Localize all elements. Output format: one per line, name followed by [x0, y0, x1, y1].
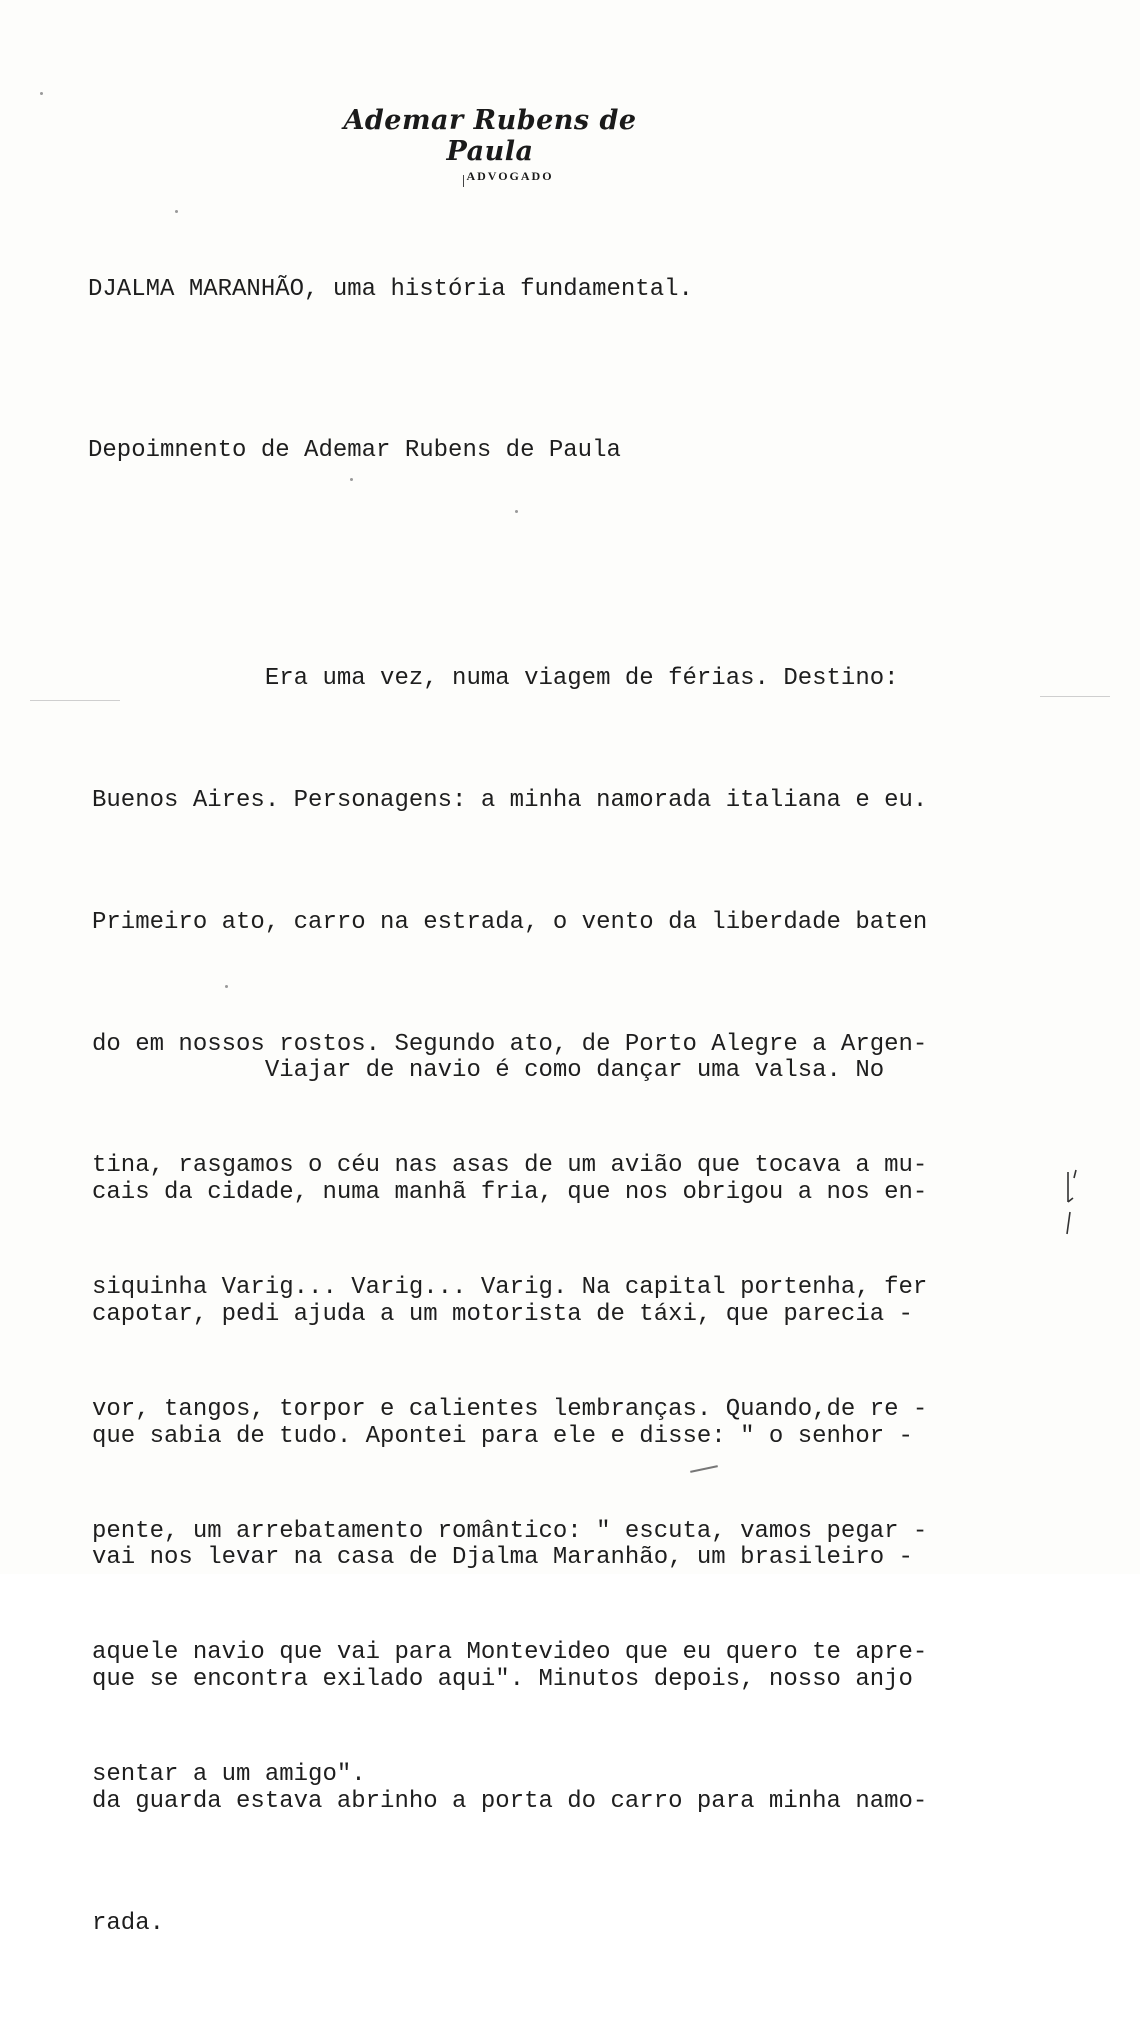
text-line: vor, tangos, torpor e calientes lembranças. Quando,de re - — [92, 1395, 928, 1423]
text-line: rada. — [92, 1909, 165, 1937]
text-line: Buenos Aires. Personagens: a minha namorada italiana e eu. — [92, 786, 928, 814]
letterhead-name: Ademar Rubens de Paula — [343, 105, 637, 167]
scan-line — [1040, 696, 1110, 697]
text-line: Viajar de navio é como dançar uma valsa. No — [92, 1057, 885, 1085]
text-line: siquinha Varig... Varig... Varig. Na capital portenha, fer — [92, 1274, 928, 1302]
scan-speck — [40, 92, 43, 95]
text-line: Primeiro ato, carro na estrada, o vento da liberdade baten — [92, 908, 928, 936]
text-line: capotar, pedi ajuda a um motorista de táxi, que parecia - — [92, 1300, 913, 1328]
scan-tick — [463, 175, 464, 187]
paragraph-2 — [92, 970, 927, 2025]
letterhead — [300, 105, 680, 184]
text-line: cais da cidade, numa manhã fria, que nos obrigou a nos en- — [92, 1178, 928, 1206]
scan-speck — [515, 510, 518, 513]
text-line: do em nossos rostos. Segundo ato, de Porto Alegre a Argen- — [92, 1030, 928, 1058]
text-line: que se encontra exilado aqui". Minutos depois, nosso anjo — [92, 1666, 913, 1694]
text-line: pente, um arrebatamento romântico: " escuta, vamos pegar - — [92, 1517, 928, 1545]
scan-speck — [175, 210, 178, 213]
document-heading: DJALMA MARANHÃO, uma história fundamental. — [88, 276, 693, 303]
margin-annotation — [1062, 1168, 1080, 1238]
letterhead-title: ADVOGADO — [466, 169, 554, 183]
scan-speck — [350, 478, 353, 481]
text-line: da guarda estava abrinho a porta do carro para minha namo- — [92, 1787, 928, 1815]
document-subheading: Depoimnento de Ademar Rubens de Paula — [88, 437, 621, 464]
text-line: vai nos levar na casa de Djalma Maranhão, um brasileiro - — [92, 1544, 913, 1572]
text-line: que sabia de tudo. Apontei para ele e disse: " o senhor - — [92, 1422, 913, 1450]
text-line: sentar a um amigo". — [92, 1761, 366, 1789]
text-line: aquele navio que vai para Montevideo que eu quero te apre- — [92, 1639, 928, 1667]
text-line: tina, rasgamos o céu nas asas de um avião que tocava a mu- — [92, 1152, 928, 1180]
text-line: Era uma vez, numa viagem de férias. Destino: — [92, 665, 899, 693]
